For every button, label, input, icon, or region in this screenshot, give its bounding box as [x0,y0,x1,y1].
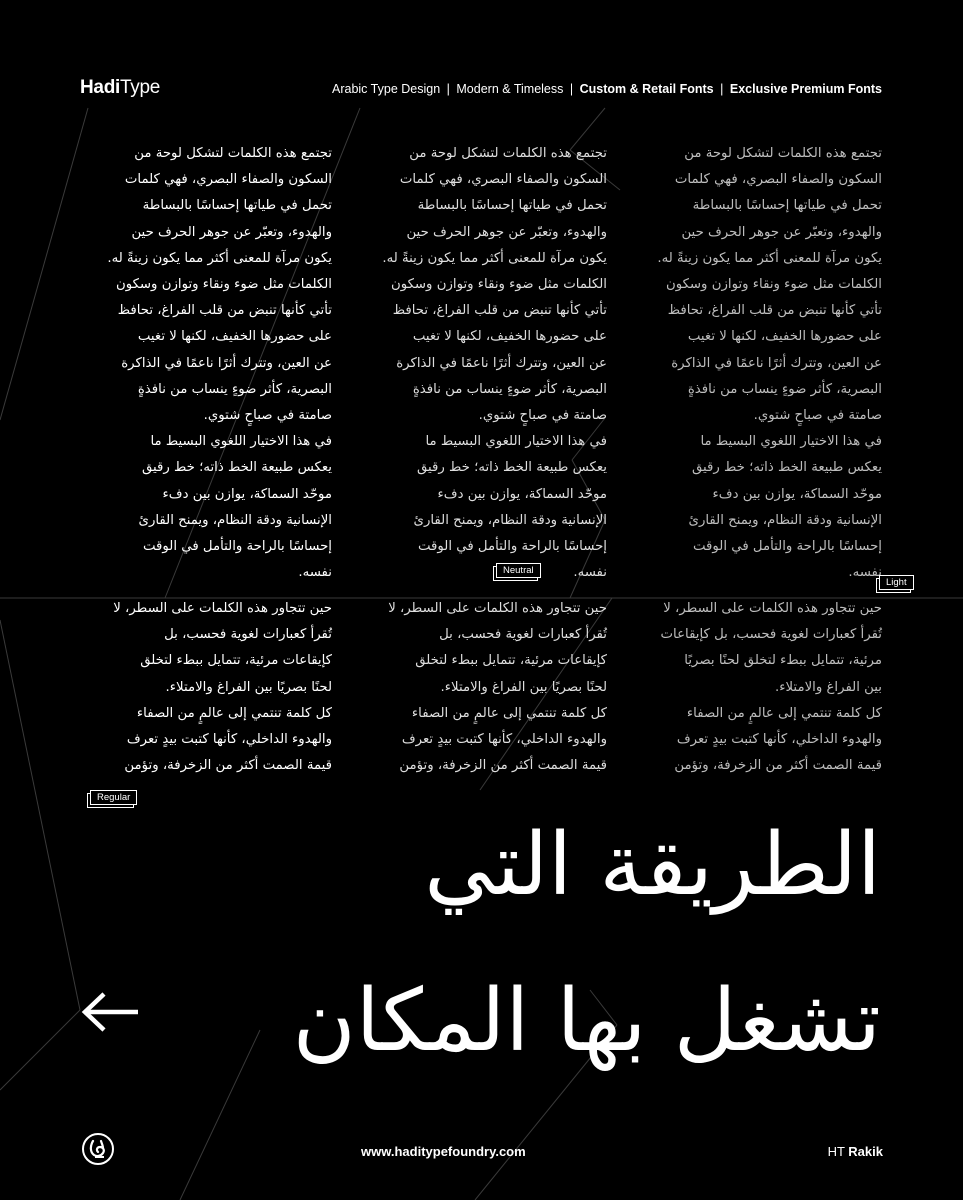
specimen-line: لحنًا بصريًا بين الفراغ والامتلاء. [440,679,607,695]
specimen-line: على حضورها الخفيف، لكنها لا تغيب [412,329,607,345]
specimen-line: البصرية، كأثر ضوءٍ ينساب من نافذةٍ [412,381,607,397]
weight-label-neutral: Neutral [496,563,541,578]
specimen-line: يكون مرآة للمعنى أكثر مما يكون زينةً له. [107,250,332,266]
specimen-regular-top [107,141,332,586]
specimen-line: السكون والصفاء البصري، فهي كلمات [399,172,607,188]
specimen-line: صامتة في صباحٍ شتوي. [203,408,332,424]
specimen-line: السكون والصفاء البصري، فهي كلمات [124,172,332,188]
specimen-line: الإنسانية ودقة النظام، ويمنح القارئ [688,512,882,528]
specimen-line: تأتي كأنها تنبض من قلب الفراغ، تحافظ [117,303,332,319]
specimen-line: تجتمع هذه الكلمات لتشكل لوحة من [409,146,607,161]
specimen-line: في هذا الاختيار اللغوي البسيط ما [700,434,882,450]
specimen-line: قيمة الصمت أكثر من الزخرفة، وتؤمن [399,758,607,774]
specimen-line: صامتة في صباحٍ شتوي. [478,408,607,424]
specimen-line: والهدوء، وتعبّر عن جوهر الحرف حين [406,224,607,240]
specimen-line: يعكس طبيعة الخط ذاته؛ خط رقيق [416,460,607,476]
weight-label-regular: Regular [90,790,137,805]
specimen-line: تحمل في طياتها إحساسًا بالبساطة [692,198,882,214]
weight-label-light: Light [879,575,914,590]
specimen-line: مرئية، تتمايل ببطء لتخلق لحنًا بصريًا [684,653,882,669]
specimen-line: قيمة الصمت أكثر من الزخرفة، وتؤمن [124,758,332,774]
specimen-line: تحمل في طياتها إحساسًا بالبساطة [417,198,607,214]
specimen-line: كل كلمة تنتمي إلى عالمٍ من الصفاء [686,705,882,721]
hadi-logo-icon [81,1132,115,1166]
specimen-line: والهدوء الداخلي، كأنها كتبت بيدٍ تعرف [676,732,882,748]
tagline-item: Modern & Timeless [456,82,564,96]
specimen-line: الإنسانية ودقة النظام، ويمنح القارئ [138,512,332,528]
brand-logo-text [80,77,160,99]
specimen-line: نفسه. [848,565,882,581]
brand-name-part1: Hadi [80,77,120,98]
specimen-line: صامتة في صباحٍ شتوي. [753,408,882,424]
specimen-line: كل كلمة تنتمي إلى عالمٍ من الصفاء [136,705,332,721]
specimen-line: الكلمات مثل ضوء ونقاء وتوازن وسكون [115,277,332,293]
specimen-line: في هذا الاختيار اللغوي البسيط ما [425,434,607,450]
specimen-line: على حضورها الخفيف، لكنها لا تغيب [687,329,882,345]
specimen-line: في هذا الاختيار اللغوي البسيط ما [150,434,332,450]
tagline-separator: | [446,82,450,96]
specimen-line: يعكس طبيعة الخط ذاته؛ خط رقيق [691,460,882,476]
specimen-line: تحمل في طياتها إحساسًا بالبساطة [142,198,332,214]
font-name [828,1144,883,1159]
tagline-item: Arabic Type Design [332,82,441,96]
specimen-line: والهدوء الداخلي، كأنها كتبت بيدٍ تعرف [126,732,332,748]
tagline-item: Custom & Retail Fonts [579,82,714,96]
specimen-line: إحساسًا بالراحة والتأمل في الوقت [417,539,607,555]
specimen-line: يكون مرآة للمعنى أكثر مما يكون زينةً له. [657,250,882,266]
specimen-line: كإيقاعات مرئية، تتمايل ببطء لتخلق [415,653,607,669]
specimen-line: عن العين، وتترك أثرًا ناعمًا في الذاكرة [396,355,607,371]
font-name-prefix: HT [827,1144,845,1159]
specimen-line: إحساسًا بالراحة والتأمل في الوقت [692,539,882,555]
specimen-line: البصرية، كأثر ضوءٍ ينساب من نافذةٍ [137,381,332,397]
specimen-line: موحّد السماكة، يوازن بين دفء [162,486,332,502]
font-name-title: Rakik [848,1144,883,1159]
specimen-line: الكلمات مثل ضوء ونقاء وتوازن وسكون [390,277,607,293]
specimen-line: حين تتجاور هذه الكلمات على السطر، لا [113,601,332,616]
specimen-line: لحنًا بصريًا بين الفراغ والامتلاء. [165,679,332,695]
specimen-line: البصرية، كأثر ضوءٍ ينساب من نافذةٍ [687,381,882,397]
specimen-line: تأتي كأنها تنبض من قلب الفراغ، تحافظ [667,303,882,319]
specimen-line: تُقرأ كعبارات لغوية فحسب، بل [439,627,607,643]
specimen-line: والهدوء الداخلي، كأنها كتبت بيدٍ تعرف [401,732,607,748]
specimen-neutral-top [382,141,607,586]
headline-line-2: تشغل بها المكان [292,971,881,1071]
specimen-line: الإنسانية ودقة النظام، ويمنح القارئ [413,512,607,528]
specimen-line: قيمة الصمت أكثر من الزخرفة، وتؤمن [674,758,882,774]
specimen-line: كإيقاعات مرئية، تتمايل ببطء لتخلق [140,653,332,669]
specimen-line: إحساسًا بالراحة والتأمل في الوقت [142,539,332,555]
specimen-line: موحّد السماكة، يوازن بين دفء [437,486,607,502]
specimen-line: الكلمات مثل ضوء ونقاء وتوازن وسكون [665,277,882,293]
specimen-line: والهدوء، وتعبّر عن جوهر الحرف حين [681,224,882,240]
specimen-line: يعكس طبيعة الخط ذاته؛ خط رقيق [141,460,332,476]
specimen-line: كل كلمة تنتمي إلى عالمٍ من الصفاء [411,705,607,721]
specimen-line: السكون والصفاء البصري، فهي كلمات [674,172,882,188]
specimen-neutral-bottom [388,596,607,779]
specimen-line: تجتمع هذه الكلمات لتشكل لوحة من [134,146,332,161]
specimen-line: عن العين، وتترك أثرًا ناعمًا في الذاكرة [671,355,882,371]
arrow-left-icon [80,990,140,1034]
headline-line-1: الطريقة التي [424,815,881,915]
tagline-item: Exclusive Premium Fonts [729,82,882,96]
specimen-line: تأتي كأنها تنبض من قلب الفراغ، تحافظ [392,303,607,319]
tagline-separator: | [720,82,724,96]
specimen-line: والهدوء، وتعبّر عن جوهر الحرف حين [131,224,332,240]
specimen-line: نفسه. [298,565,332,581]
specimen-line: على حضورها الخفيف، لكنها لا تغيب [137,329,332,345]
brand-name-part2: Type [119,77,160,98]
specimen-light-bottom [661,596,882,779]
specimen-line: نفسه. [573,565,607,581]
specimen-regular-bottom [113,596,332,779]
specimen-line: حين تتجاور هذه الكلمات على السطر، لا [388,601,607,616]
specimen-line: تجتمع هذه الكلمات لتشكل لوحة من [684,146,882,161]
tagline-separator: | [569,82,574,96]
specimen-line: تُقرأ كعبارات لغوية فحسب، بل [164,627,332,643]
specimen-line: تُقرأ كعبارات لغوية فحسب، بل كإيقاعات [660,627,882,643]
tagline [332,82,882,96]
specimen-line: عن العين، وتترك أثرًا ناعمًا في الذاكرة [121,355,332,371]
website-link[interactable]: www.haditypefoundry.com [361,1144,526,1159]
specimen-line: يكون مرآة للمعنى أكثر مما يكون زينةً له. [382,250,607,266]
specimen-light-top [657,141,882,586]
specimen-line: موحّد السماكة، يوازن بين دفء [712,486,882,502]
specimen-line: حين تتجاور هذه الكلمات على السطر، لا [663,601,882,616]
specimen-line: بين الفراغ والامتلاء. [775,679,882,695]
